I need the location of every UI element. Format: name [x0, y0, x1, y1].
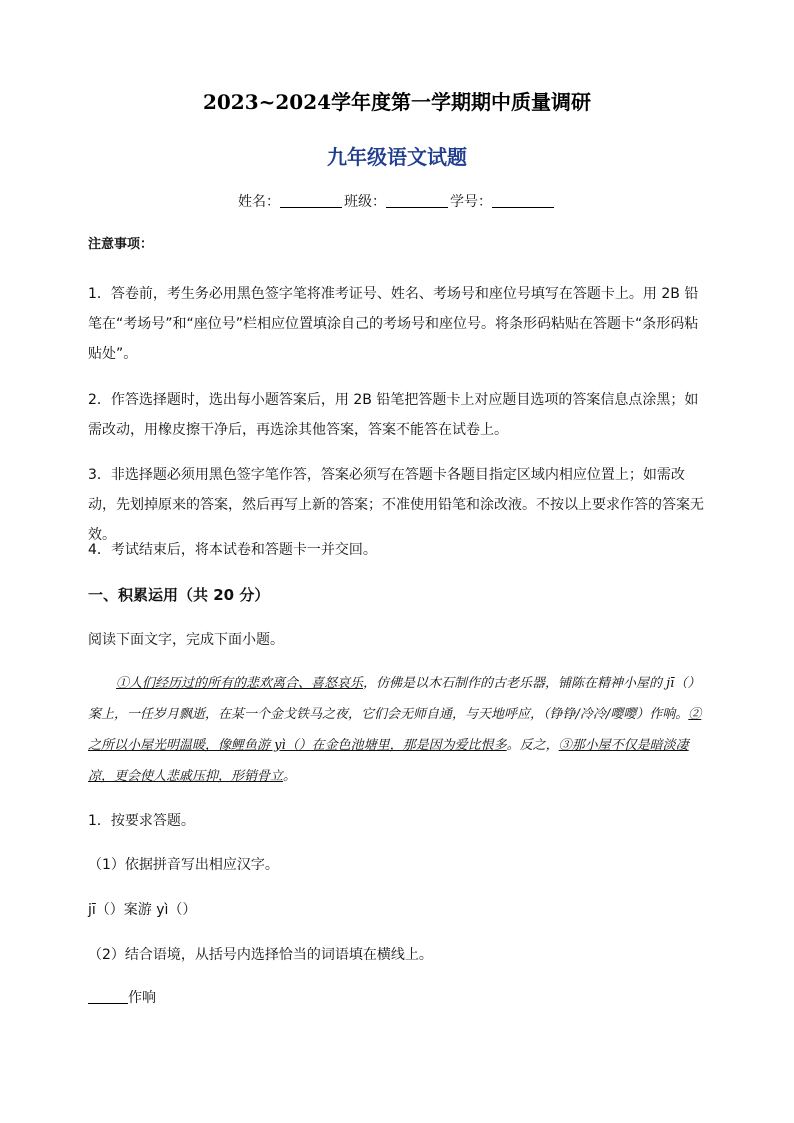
notice-heading: 注意事项：: [88, 237, 154, 252]
passage-underlined-1: ①人们经历过的所有的悲欢离合、喜怒哀乐: [116, 676, 364, 691]
fill-suffix: 作响: [128, 990, 156, 1006]
fill-blank-line: [88, 983, 708, 1013]
id-label: 学号：: [450, 194, 492, 210]
class-blank[interactable]: [386, 193, 448, 208]
class-label: 班级：: [344, 194, 386, 210]
id-blank[interactable]: [492, 193, 554, 208]
name-label: 姓名：: [238, 194, 280, 210]
question-1-part-2: （2）结合语境，从括号内选择恰当的词语填在横线上。: [88, 947, 433, 963]
passage-text-1: ，仿佛是以木石制作的古老乐器，铺陈在精神小屋的 jī（）案上，一任岁月飘逝，在某一个金戈铁马之夜，它们会无师自通，与天地呼应，（铮铮/冷冷/嘤嘤）作响。: [88, 676, 701, 722]
pinyin-prompt: jī（）案游 yì（）: [88, 902, 197, 918]
name-blank[interactable]: [280, 193, 342, 208]
passage-underlined-2: ②之所以小屋光明温暖，像鲤鱼游 yì（）在金色池塘里，那是因为爱比恨多: [88, 707, 702, 753]
reading-instruction: 阅读下面文字，完成下面小题。: [88, 632, 284, 648]
question-1-heading: 1．按要求答题。: [88, 813, 195, 829]
passage-text-3: 。: [283, 769, 297, 784]
section-heading: 一、积累运用（共 20 分）: [88, 586, 270, 604]
student-info-line: [0, 191, 794, 211]
notice-rule-1: 1．答卷前，考生务必用黑色签字笔将准考证号、姓名、考场号和座位号填写在答题卡上。用 2B 铅笔在“考场号”和“座位号”栏相应位置填涂自己的考场号和座位号。将条形码粘贴在答题卡“条形码粘贴处”。: [88, 286, 699, 362]
answer-blank[interactable]: [88, 989, 128, 1004]
passage-text-2: 。反之，: [506, 738, 559, 753]
notice-rule-2: 2．作答选择题时，选出每小题答案后，用 2B 铅笔把答题卡上对应题目选项的答案信息点涂黑；如需改动，用橡皮擦干净后，再选涂其他答案，答案不能答在试卷上。: [88, 392, 699, 438]
question-1-part-1: （1）依据拼音写出相应汉字。: [88, 857, 279, 873]
reading-passage: [88, 668, 708, 792]
notice-rule-3: 3．非选择题必须用黑色签字笔作答，答案必须写在答题卡各题目指定区域内相应位置上；如需改动，先划掉原来的答案，然后再写上新的答案；不准使用铅笔和涂改液。不按以上要求作答的答案无效。: [88, 467, 704, 543]
notice-rule-4: 4．考试结束后，将本试卷和答题卡一并交回。: [88, 542, 377, 558]
passage-underlined-3: ③那小屋不仅是暗淡凄凉，更会使人悲戚压抑，形销骨立: [88, 738, 689, 784]
exam-subtitle: 九年级语文试题: [327, 145, 467, 169]
exam-title: 2023~2024学年度第一学期期中质量调研: [202, 90, 592, 114]
